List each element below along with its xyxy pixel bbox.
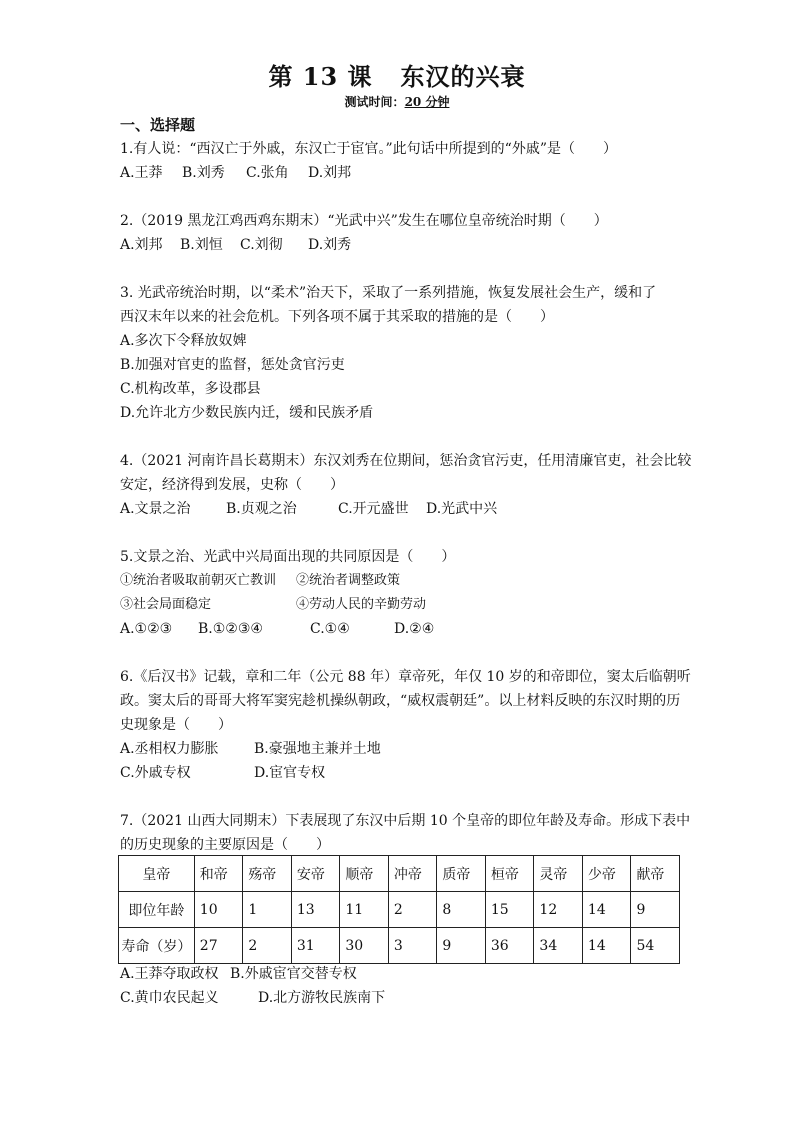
emperor-table bbox=[118, 855, 680, 964]
option-d: D.②④ bbox=[394, 621, 435, 637]
question-4-stem-line-1: 4.（2021 河南许昌长葛期末）东汉刘秀在位期间，惩治贪官污吏，任用清廉官吏，社会比较 bbox=[120, 453, 692, 469]
question-4-options bbox=[120, 500, 497, 518]
question-3-option-a: A.多次下令释放奴婢 bbox=[120, 333, 247, 349]
question-3-stem-line-1: 3. 光武帝统治时期，以“柔术”治天下，采取了一系列措施，恢复发展社会生产，缓和了 bbox=[120, 285, 657, 301]
table-row-label: 寿命（岁） bbox=[119, 928, 195, 964]
statement-3: ③社会局面稳定 bbox=[120, 597, 212, 612]
option-a: A.王莽 bbox=[120, 165, 163, 181]
option-b: B.贞观之治 bbox=[226, 501, 297, 517]
question-4-stem-line-2: 安定，经济得到发展，史称（ ） bbox=[120, 477, 344, 493]
question-6-options-row-1 bbox=[120, 740, 381, 758]
option-b: B.刘秀 bbox=[182, 165, 225, 181]
option-a: A.①②③ bbox=[120, 621, 173, 637]
table-cell: 11 bbox=[340, 892, 389, 928]
question-2-options bbox=[120, 236, 351, 254]
question-6-stem-line-2: 政。窦太后的哥哥大将军窦宪趁机操纵朝政，“威权震朝廷”。以上材料反映的东汉时期的历 bbox=[120, 693, 681, 709]
question-3-stem-line-2: 西汉末年以来的社会危机。下列各项不属于其采取的措施的是（ ） bbox=[120, 309, 554, 325]
question-2-stem: 2.（2019 黑龙江鸡西鸡东期末）“光武中兴”发生在哪位皇帝统治时期（ ） bbox=[120, 213, 608, 229]
table-header-cell: 桓帝 bbox=[485, 856, 534, 892]
option-d: D.北方游牧民族南下 bbox=[258, 990, 386, 1006]
title-lesson: 第 13 课 bbox=[268, 62, 373, 91]
table-cell: 3 bbox=[388, 928, 437, 964]
question-1-options bbox=[120, 164, 351, 182]
table-header-cell: 安帝 bbox=[291, 856, 340, 892]
page-title bbox=[0, 57, 794, 92]
question-7-options-row-1 bbox=[120, 965, 357, 983]
option-d: D.光武中兴 bbox=[426, 501, 498, 517]
table-cell: 36 bbox=[485, 928, 534, 964]
statement-2: ②统治者调整政策 bbox=[296, 573, 401, 588]
table-cell: 15 bbox=[485, 892, 534, 928]
table-row-label: 即位年龄 bbox=[119, 892, 195, 928]
question-5-stem: 5.文景之治、光武中兴局面出现的共同原因是（ ） bbox=[120, 549, 456, 565]
question-5-statements-row-2 bbox=[120, 596, 426, 614]
table-cell: 27 bbox=[194, 928, 243, 964]
option-c: C.①④ bbox=[310, 621, 350, 637]
option-c: C.开元盛世 bbox=[338, 501, 409, 517]
question-6-stem-line-1: 6.《后汉书》记载，章和二年（公元 88 年）章帝死，年仅 10 岁的和帝即位，窦太后临朝听 bbox=[120, 669, 691, 685]
option-c: C.刘彻 bbox=[240, 237, 283, 253]
table-header-row bbox=[119, 856, 680, 892]
question-6-stem-line-3: 史现象是（ ） bbox=[120, 717, 232, 733]
table-cell: 54 bbox=[631, 928, 680, 964]
table-cell: 10 bbox=[194, 892, 243, 928]
table-cell: 2 bbox=[388, 892, 437, 928]
table-cell: 31 bbox=[291, 928, 340, 964]
statement-1: ①统治者吸取前朝灭亡教训 bbox=[120, 573, 277, 588]
test-time-value: 20 分钟 bbox=[404, 95, 450, 109]
option-c: C.黄巾农民起义 bbox=[120, 990, 219, 1006]
table-cell: 30 bbox=[340, 928, 389, 964]
table-cell: 12 bbox=[534, 892, 583, 928]
table-header-cell: 质帝 bbox=[437, 856, 486, 892]
table-header-cell: 少帝 bbox=[582, 856, 631, 892]
question-3-option-c: C.机构改革，多设郡县 bbox=[120, 381, 261, 397]
question-7-options-row-2 bbox=[120, 989, 385, 1007]
option-a: A.王莽夺取政权 bbox=[120, 966, 219, 982]
question-5-options bbox=[120, 620, 434, 638]
option-c: C.张角 bbox=[246, 165, 289, 181]
option-a: A.丞相权力膨胀 bbox=[120, 741, 219, 757]
table-cell: 8 bbox=[437, 892, 486, 928]
option-b: B.外戚宦官交替专权 bbox=[230, 966, 357, 982]
section-title: 一、选择题 bbox=[120, 116, 196, 134]
table-cell: 1 bbox=[243, 892, 292, 928]
table-header-cell: 顺帝 bbox=[340, 856, 389, 892]
question-6-options-row-2 bbox=[120, 764, 325, 782]
table-cell: 9 bbox=[631, 892, 680, 928]
table-cell: 14 bbox=[582, 892, 631, 928]
option-c: C.外戚专权 bbox=[120, 765, 191, 781]
option-b: B.豪强地主兼并土地 bbox=[254, 741, 381, 757]
table-cell: 9 bbox=[437, 928, 486, 964]
question-1-stem: 1.有人说：“西汉亡于外戚，东汉亡于宦官。”此句话中所提到的“外戚”是（ ） bbox=[120, 141, 617, 157]
question-5-statements-row-1 bbox=[120, 572, 400, 590]
option-a: A.刘邦 bbox=[120, 237, 163, 253]
option-d: D.刘邦 bbox=[308, 165, 352, 181]
title-topic: 东汉的兴衰 bbox=[400, 62, 526, 91]
table-header-cell: 皇帝 bbox=[119, 856, 195, 892]
table-header-cell: 灵帝 bbox=[534, 856, 583, 892]
table-cell: 34 bbox=[534, 928, 583, 964]
question-7-stem-line-1: 7.（2021 山西大同期末）下表展现了东汉中后期 10 个皇帝的即位年龄及寿命。形成下表中 bbox=[120, 813, 691, 829]
table-header-cell: 和帝 bbox=[194, 856, 243, 892]
question-3-option-d: D.允许北方少数民族内迁，缓和民族矛盾 bbox=[120, 405, 374, 421]
question-3-option-b: B.加强对官吏的监督，惩处贪官污吏 bbox=[120, 357, 345, 373]
table-row bbox=[119, 928, 680, 964]
option-d: D.刘秀 bbox=[308, 237, 352, 253]
table-header-cell: 殇帝 bbox=[243, 856, 292, 892]
question-7-stem-line-2: 的历史现象的主要原因是（ ） bbox=[120, 837, 330, 853]
option-b: B.刘恒 bbox=[180, 237, 223, 253]
statement-4: ④劳动人民的辛勤劳动 bbox=[296, 597, 427, 612]
option-b: B.①②③④ bbox=[198, 621, 263, 637]
table-header-cell: 献帝 bbox=[631, 856, 680, 892]
table-cell: 2 bbox=[243, 928, 292, 964]
table-header-cell: 冲帝 bbox=[388, 856, 437, 892]
table-cell: 14 bbox=[582, 928, 631, 964]
table-row bbox=[119, 892, 680, 928]
option-d: D.宦官专权 bbox=[254, 765, 326, 781]
test-time bbox=[0, 93, 794, 110]
table-cell: 13 bbox=[291, 892, 340, 928]
test-time-label: 测试时间： bbox=[344, 95, 405, 109]
option-a: A.文景之治 bbox=[120, 501, 191, 517]
